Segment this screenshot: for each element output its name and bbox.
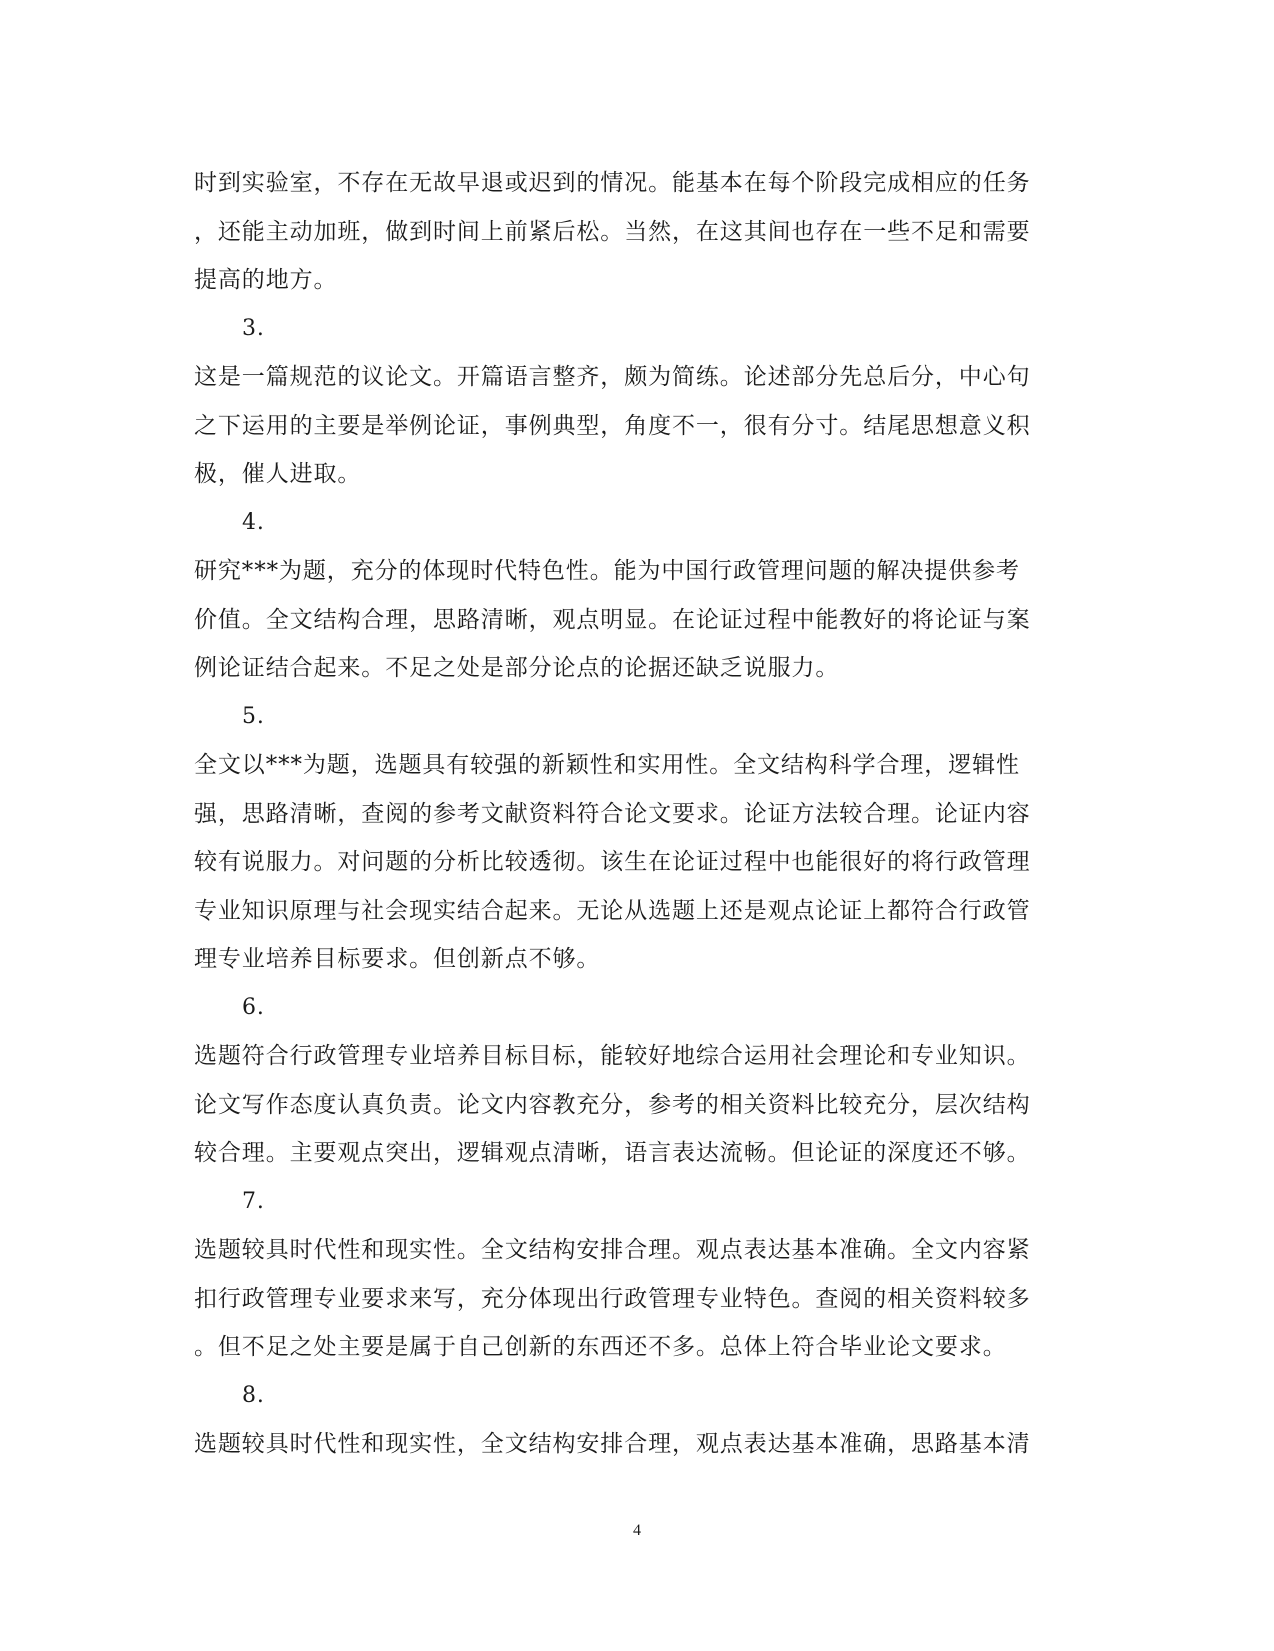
text-line: 扣行政管理专业要求来写，充分体现出行政管理专业特色。查阅的相关资料较多 xyxy=(194,1285,1031,1312)
text-line: 。但不足之处主要是属于自己创新的东西还不多。总体上符合毕业论文要求。 xyxy=(194,1334,1007,1360)
text-line: 强，思路清晰，查阅的参考文献资料符合论文要求。论证方法较合理。论证内容 xyxy=(194,800,1031,827)
text-line: 提高的地方。 xyxy=(194,267,338,293)
section-number: 6. xyxy=(242,994,265,1020)
text-line: 例论证结合起来。不足之处是部分论点的论据还缺乏说服力。 xyxy=(194,655,840,681)
section-number: 3. xyxy=(242,315,265,341)
text-line: 较合理。主要观点突出，逻辑观点清晰，语言表达流畅。但论证的深度还不够。 xyxy=(194,1140,1031,1166)
document-body xyxy=(194,159,1074,1469)
text-line: 论文写作态度认真负责。论文内容教充分，参考的相关资料比较充分，层次结构 xyxy=(194,1091,1031,1118)
section-number: 7. xyxy=(242,1188,265,1214)
text-line: 全文以***为题，选题具有较强的新颖性和实用性。全文结构科学合理，逻辑性 xyxy=(194,752,1020,778)
text-line: 极，催人进取。 xyxy=(194,461,362,487)
section-number: 4. xyxy=(242,509,265,535)
text-line: 价值。全文结构合理，思路清晰，观点明显。在论证过程中能教好的将论证与案 xyxy=(194,606,1031,633)
section-number: 5. xyxy=(242,703,265,729)
text-line: 选题较具时代性和现实性。全文结构安排合理。观点表达基本准确。全文内容紧 xyxy=(194,1237,1031,1263)
text-line: 专业知识原理与社会现实结合起来。无论从选题上还是观点论证上都符合行政管 xyxy=(194,897,1031,924)
text-line: 时到实验室，不存在无故早退或迟到的情况。能基本在每个阶段完成相应的任务 xyxy=(194,170,1031,196)
text-line: 选题符合行政管理专业培养目标目标，能较好地综合运用社会理论和专业知识。 xyxy=(194,1043,1031,1069)
text-line: 较有说服力。对问题的分析比较透彻。该生在论证过程中也能很好的将行政管理 xyxy=(194,849,1031,875)
page-number: 4 xyxy=(633,1522,641,1539)
text-line: ，还能主动加班，做到时间上前紧后松。当然，在这其间也存在一些不足和需要 xyxy=(194,218,1031,245)
section-number: 8. xyxy=(242,1382,265,1408)
text-line: 研究***为题，充分的体现时代特色性。能为中国行政管理问题的解决提供参考 xyxy=(194,558,1020,584)
text-line: 这是一篇规范的议论文。开篇语言整齐，颇为简练。论述部分先总后分，中心句 xyxy=(194,364,1031,390)
text-line: 理专业培养目标要求。但创新点不够。 xyxy=(194,946,601,972)
text-line: 选题较具时代性和现实性，全文结构安排合理，观点表达基本准确，思路基本清 xyxy=(194,1431,1031,1457)
text-line: 之下运用的主要是举例论证，事例典型，角度不一，很有分寸。结尾思想意义积 xyxy=(194,412,1031,439)
